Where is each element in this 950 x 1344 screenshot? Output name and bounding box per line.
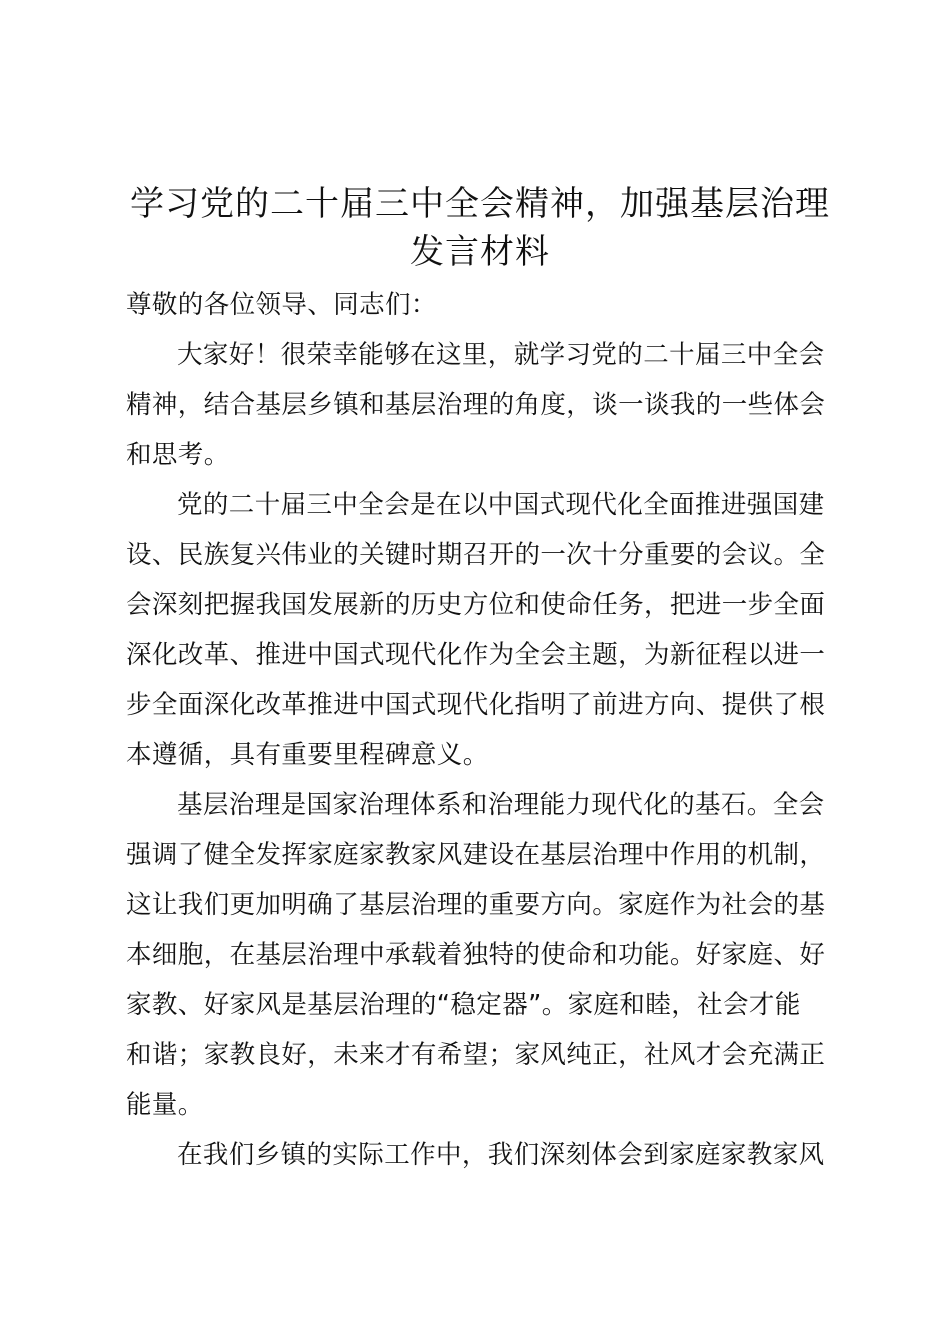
text-line: 这让我们更加明确了基层治理的重要方向。家庭作为社会的基 bbox=[126, 890, 826, 920]
text-line: 精神，结合基层乡镇和基层治理的角度，谈一谈我的一些体会 bbox=[126, 390, 826, 420]
text-line: 步全面深化改革推进中国式现代化指明了前进方向、提供了根 bbox=[126, 690, 826, 720]
paragraph bbox=[126, 782, 846, 1132]
document-body bbox=[126, 282, 846, 1182]
document-title bbox=[120, 180, 840, 276]
text-line: 深化改革、推进中国式现代化作为全会主题，为新征程以进一 bbox=[126, 640, 826, 670]
text-line: 和思考。 bbox=[126, 440, 230, 470]
paragraph bbox=[126, 482, 846, 782]
text-line: 在我们乡镇的实际工作中，我们深刻体会到家庭家教家风 bbox=[177, 1140, 825, 1170]
text-line: 大家好！很荣幸能够在这里，就学习党的二十届三中全会 bbox=[177, 340, 825, 370]
text-line: 本细胞，在基层治理中承载着独特的使命和功能。好家庭、好 bbox=[126, 940, 826, 970]
text-line: 家教、好家风是基层治理的“稳定器”。家庭和睦，社会才能 bbox=[126, 990, 801, 1020]
paragraph bbox=[126, 332, 846, 482]
text-line: 本遵循，具有重要里程碑意义。 bbox=[126, 740, 489, 770]
text-line: 设、民族复兴伟业的关键时期召开的一次十分重要的会议。全 bbox=[126, 540, 826, 570]
text-line: 强调了健全发挥家庭家教家风建设在基层治理中作用的机制， bbox=[126, 840, 826, 870]
text-line: 会深刻把握我国发展新的历史方位和使命任务，把进一步全面 bbox=[126, 590, 826, 620]
title-line: 学习党的二十届三中全会精神，加强基层治理 bbox=[130, 184, 830, 224]
paragraph bbox=[126, 1132, 846, 1182]
title-line: 发言材料 bbox=[410, 232, 550, 272]
text-line: 基层治理是国家治理体系和治理能力现代化的基石。全会 bbox=[177, 790, 825, 820]
salutation: 尊敬的各位领导、同志们： bbox=[126, 290, 437, 320]
text-line: 党的二十届三中全会是在以中国式现代化全面推进强国建 bbox=[177, 490, 825, 520]
text-line: 能量。 bbox=[126, 1090, 204, 1120]
text-line: 和谐；家教良好，未来才有希望；家风纯正，社风才会充满正 bbox=[126, 1040, 826, 1070]
